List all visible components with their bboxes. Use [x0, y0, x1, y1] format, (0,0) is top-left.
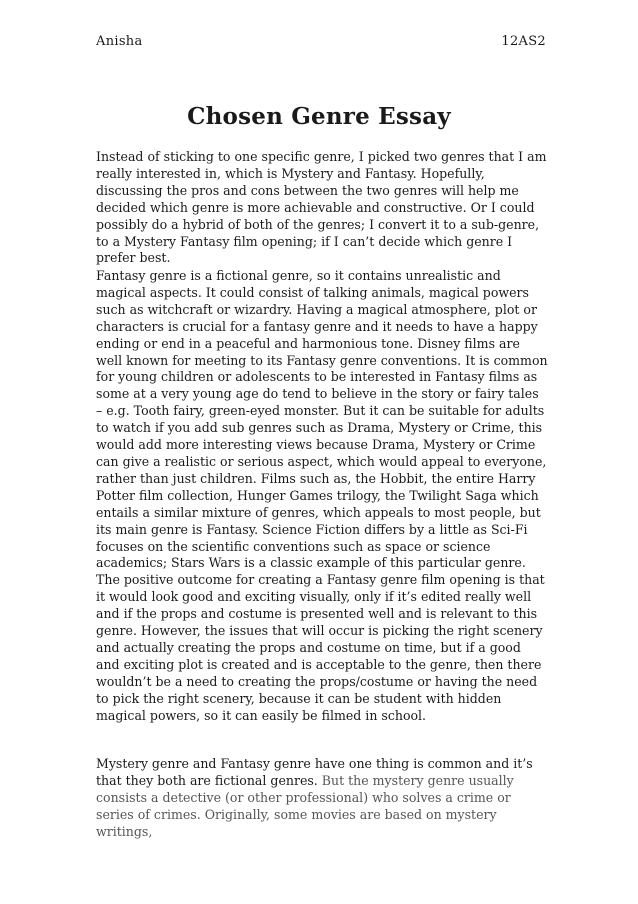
paragraph-mystery: [96, 756, 548, 841]
class-code: 12AS2: [501, 34, 546, 49]
author-name: Anisha: [96, 34, 143, 49]
page-title: Chosen Genre Essay: [187, 103, 451, 130]
paragraph-mystery-rest: But the mystery genre usually consists a detective (or other professional) who solves a crime or series of crimes. Originally, some movies are based on mystery writings,: [96, 772, 514, 839]
paragraph-mystery-start: Mystery genre and Fantasy genre have one thing is common and it’s that they both are fictional genres.: [96, 756, 533, 788]
paragraph-fantasy: Fantasy genre is a fictional genre, so it contains unrealistic and magical aspects. It could consist of talking animals, magical powers such as witchcraft or wizardry. Having a magical atmosphere, plot or characters is crucial for a fantasy genre and it needs to have a happy ending or end in a peaceful and harmonious tone. Disney films are well known for meeting to its Fantasy genre conventions. It is common for young children or adolescents to be interested in Fantasy films as some at a very young age do tend to believe in the story or fairy tales – e.g. Tooth fairy, green-eyed monster. But it can be suitable for adults to watch if you add sub genres such as Drama, Mystery or Crime, this would add more interesting views because Drama, Mystery or Crime can give a realistic or serious aspect, which would appeal to everyone, rather than just children. Films such as, the Hobbit, the entire Harry Potter film collection, Hunger Games trilogy, the Twilight Saga which entails a similar mixture of genres, which appeals to most people, but its main genre is Fantasy. Science Fiction differs by a little as Sci-Fi focuses on the scientific conventions such as space or science academics; Stars Wars is a classic example of this particular genre. The positive outcome for creating a Fantasy genre film opening is that it would look good and exciting visually, only if it’s edited really well and if the props and costume is presented well and is relevant to this genre. However, the issues that will occur is picking the right scenery and actually creating the props and costume on time, but if a good and exciting plot is created and is acceptable to the genre, then there wouldn’t be a need to creating the props/costume or having the need to pick the right scenery, because it can be student with hidden magical powers, so it can easily be filmed in school.: [96, 268, 548, 723]
paragraph-intro: Instead of sticking to one specific genre, I picked two genres that I am really interested in, which is Mystery and Fantasy. Hopefully, discussing the pros and cons between the two genres will help me decided which genre is more achievable and constructive. Or I could possibly do a hybrid of both of the genres; I convert it to a sub-genre, to a Mystery Fantasy film opening; if I can’t decide which genre I prefer best.: [96, 149, 547, 266]
